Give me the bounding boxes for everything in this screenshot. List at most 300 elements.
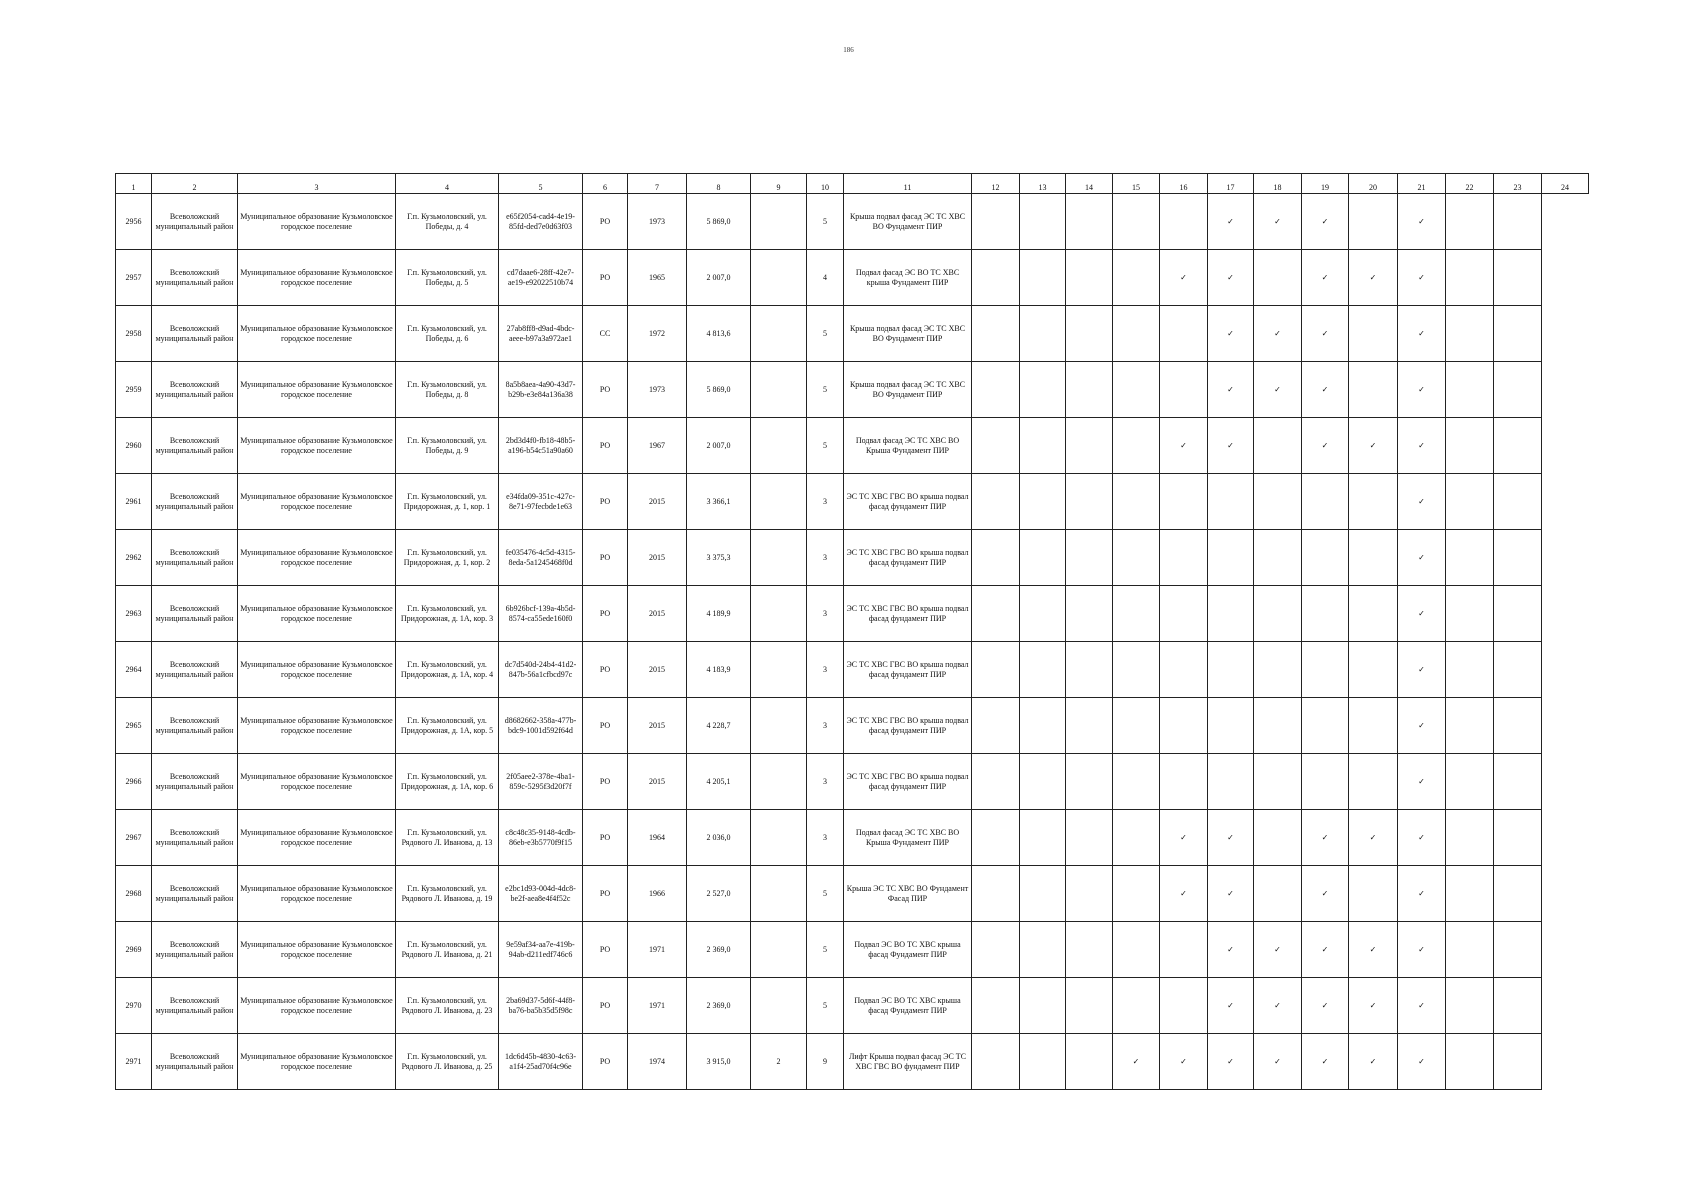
- district-cell: Всеволожский муниципальный район: [152, 418, 238, 474]
- address-cell: Г.п. Кузьмоловский, ул. Рядового Л. Иванова, д. 21: [396, 922, 499, 978]
- check-mark-cell: [1113, 306, 1160, 362]
- check-mark-cell: [972, 586, 1020, 642]
- build-year-cell: 2015: [628, 754, 687, 810]
- build-year-cell: 2015: [628, 530, 687, 586]
- fias-code-cell: dc7d540d-24b4-41d2-847b-56a1cfbcd97c: [499, 642, 583, 698]
- column-9-cell: [751, 194, 807, 250]
- check-mark-cell: [1446, 306, 1494, 362]
- check-mark-cell: [1494, 250, 1542, 306]
- check-mark-cell: [1066, 698, 1113, 754]
- table-row: [116, 250, 1589, 306]
- municipality-cell: Муниципальное образование Кузьмоловское городское поселение: [238, 250, 396, 306]
- district-cell: Всеволожский муниципальный район: [152, 698, 238, 754]
- build-year-cell: 2015: [628, 586, 687, 642]
- column-number-header: 9: [751, 174, 807, 194]
- check-mark-cell: [1066, 586, 1113, 642]
- check-mark-cell: ✓: [1398, 362, 1446, 418]
- check-mark-cell: [972, 978, 1020, 1034]
- build-year-cell: 2015: [628, 474, 687, 530]
- ownership-type-cell: РО: [583, 418, 628, 474]
- works-list-cell: Крыша подвал фасад ЭС ТС ХВС ВО Фундамент ПИР: [844, 306, 972, 362]
- check-mark-cell: [1113, 810, 1160, 866]
- area-cell: 2 527,0: [687, 866, 751, 922]
- column-9-cell: [751, 754, 807, 810]
- check-mark-cell: [1446, 866, 1494, 922]
- works-list-cell: ЭС ТС ХВС ГВС ВО крыша подвал фасад фундамент ПИР: [844, 754, 972, 810]
- floors-cell: 3: [807, 810, 844, 866]
- ownership-type-cell: РО: [583, 754, 628, 810]
- check-mark-cell: ✓: [1349, 978, 1398, 1034]
- column-9-cell: [751, 642, 807, 698]
- area-cell: 2 007,0: [687, 250, 751, 306]
- column-9-cell: [751, 978, 807, 1034]
- check-mark-cell: [1020, 642, 1066, 698]
- check-mark-cell: [972, 250, 1020, 306]
- check-mark-cell: ✓: [1208, 978, 1254, 1034]
- check-mark-cell: [1254, 810, 1302, 866]
- check-mark-cell: [1160, 698, 1208, 754]
- area-cell: 4 205,1: [687, 754, 751, 810]
- build-year-cell: 1974: [628, 1034, 687, 1090]
- check-mark-cell: [1254, 642, 1302, 698]
- column-number-row: [116, 174, 1589, 194]
- check-mark-cell: ✓: [1398, 978, 1446, 1034]
- ownership-type-cell: РО: [583, 474, 628, 530]
- check-mark-cell: [1349, 586, 1398, 642]
- municipality-cell: Муниципальное образование Кузьмоловское городское поселение: [238, 754, 396, 810]
- check-mark-cell: [1494, 866, 1542, 922]
- check-mark-cell: [1494, 922, 1542, 978]
- check-mark-cell: [972, 754, 1020, 810]
- check-mark-cell: [1020, 698, 1066, 754]
- check-mark-cell: ✓: [1254, 306, 1302, 362]
- check-mark-cell: ✓: [1160, 1034, 1208, 1090]
- column-9-cell: [751, 922, 807, 978]
- check-mark-cell: [1113, 754, 1160, 810]
- build-year-cell: 1965: [628, 250, 687, 306]
- check-mark-cell: ✓: [1398, 810, 1446, 866]
- check-mark-cell: ✓: [1398, 586, 1446, 642]
- municipality-cell: Муниципальное образование Кузьмоловское городское поселение: [238, 362, 396, 418]
- municipality-cell: Муниципальное образование Кузьмоловское городское поселение: [238, 866, 396, 922]
- check-mark-cell: ✓: [1349, 810, 1398, 866]
- check-mark-cell: [1160, 922, 1208, 978]
- works-list-cell: ЭС ТС ХВС ГВС ВО крыша подвал фасад фундамент ПИР: [844, 642, 972, 698]
- check-mark-cell: [1020, 586, 1066, 642]
- check-mark-cell: [1494, 418, 1542, 474]
- build-year-cell: 1973: [628, 362, 687, 418]
- fias-code-cell: c8c48c35-9148-4cdb-86eb-e3b5770f9f15: [499, 810, 583, 866]
- check-mark-cell: ✓: [1113, 1034, 1160, 1090]
- check-mark-cell: [1254, 754, 1302, 810]
- row-number: 2966: [116, 754, 152, 810]
- floors-cell: 3: [807, 474, 844, 530]
- works-list-cell: ЭС ТС ХВС ГВС ВО крыша подвал фасад фундамент ПИР: [844, 586, 972, 642]
- check-mark-cell: [972, 194, 1020, 250]
- check-mark-cell: ✓: [1398, 250, 1446, 306]
- ownership-type-cell: РО: [583, 810, 628, 866]
- works-list-cell: Лифт Крыша подвал фасад ЭС ТС ХВС ГВС ВО фундамент ПИР: [844, 1034, 972, 1090]
- check-mark-cell: [1494, 194, 1542, 250]
- table-row: [116, 194, 1589, 250]
- column-9-cell: [751, 586, 807, 642]
- table-row: [116, 418, 1589, 474]
- check-mark-cell: [1066, 754, 1113, 810]
- check-mark-cell: [1066, 362, 1113, 418]
- fias-code-cell: 2f05aee2-378e-4ba1-859c-5295f3d20f7f: [499, 754, 583, 810]
- check-mark-cell: [1160, 306, 1208, 362]
- municipality-cell: Муниципальное образование Кузьмоловское городское поселение: [238, 194, 396, 250]
- check-mark-cell: [1349, 306, 1398, 362]
- column-number-header: 4: [396, 174, 499, 194]
- row-number: 2969: [116, 922, 152, 978]
- works-list-cell: Крыша подвал фасад ЭС ТС ХВС ВО Фундамент ПИР: [844, 362, 972, 418]
- municipality-cell: Муниципальное образование Кузьмоловское городское поселение: [238, 1034, 396, 1090]
- column-number-header: 13: [1020, 174, 1066, 194]
- works-list-cell: Подвал ЭС ВО ТС ХВС крыша фасад Фундамент ПИР: [844, 978, 972, 1034]
- municipality-cell: Муниципальное образование Кузьмоловское городское поселение: [238, 642, 396, 698]
- check-mark-cell: [1446, 530, 1494, 586]
- works-list-cell: Подвал ЭС ВО ТС ХВС крыша фасад Фундамент ПИР: [844, 922, 972, 978]
- check-mark-cell: [1302, 698, 1349, 754]
- check-mark-cell: [1066, 418, 1113, 474]
- check-mark-cell: ✓: [1349, 1034, 1398, 1090]
- ownership-type-cell: РО: [583, 194, 628, 250]
- floors-cell: 5: [807, 362, 844, 418]
- check-mark-cell: [972, 1034, 1020, 1090]
- check-mark-cell: [972, 642, 1020, 698]
- ownership-type-cell: РО: [583, 250, 628, 306]
- municipality-cell: Муниципальное образование Кузьмоловское городское поселение: [238, 418, 396, 474]
- housing-register-table: [115, 173, 1589, 1090]
- check-mark-cell: [972, 306, 1020, 362]
- check-mark-cell: ✓: [1302, 194, 1349, 250]
- build-year-cell: 1966: [628, 866, 687, 922]
- ownership-type-cell: РО: [583, 1034, 628, 1090]
- build-year-cell: 1967: [628, 418, 687, 474]
- column-9-cell: [751, 866, 807, 922]
- check-mark-cell: ✓: [1302, 306, 1349, 362]
- check-mark-cell: [1113, 978, 1160, 1034]
- row-number: 2960: [116, 418, 152, 474]
- table-row: [116, 1034, 1589, 1090]
- municipality-cell: Муниципальное образование Кузьмоловское городское поселение: [238, 474, 396, 530]
- row-number: 2965: [116, 698, 152, 754]
- works-list-cell: Крыша подвал фасад ЭС ТС ХВС ВО Фундамент ПИР: [844, 194, 972, 250]
- area-cell: 4 813,6: [687, 306, 751, 362]
- build-year-cell: 2015: [628, 642, 687, 698]
- check-mark-cell: [1066, 530, 1113, 586]
- works-list-cell: ЭС ТС ХВС ГВС ВО крыша подвал фасад фундамент ПИР: [844, 530, 972, 586]
- check-mark-cell: [1446, 362, 1494, 418]
- fias-code-cell: fe035476-4c5d-4315-8eda-5a1245468f0d: [499, 530, 583, 586]
- check-mark-cell: [1494, 474, 1542, 530]
- check-mark-cell: [1208, 754, 1254, 810]
- check-mark-cell: [1113, 642, 1160, 698]
- column-number-header: 5: [499, 174, 583, 194]
- check-mark-cell: ✓: [1349, 250, 1398, 306]
- works-list-cell: Подвал фасад ЭС ТС ХВС ВО Крыша Фундамент ПИР: [844, 418, 972, 474]
- column-number-header: 12: [972, 174, 1020, 194]
- check-mark-cell: ✓: [1208, 306, 1254, 362]
- check-mark-cell: ✓: [1398, 474, 1446, 530]
- check-mark-cell: ✓: [1302, 1034, 1349, 1090]
- page-number: 186: [843, 46, 854, 54]
- address-cell: Г.п. Кузьмоловский, ул. Придорожная, д. 1А, кор. 5: [396, 698, 499, 754]
- check-mark-cell: [1446, 418, 1494, 474]
- check-mark-cell: [1113, 698, 1160, 754]
- row-number: 2961: [116, 474, 152, 530]
- floors-cell: 3: [807, 698, 844, 754]
- fias-code-cell: cd7daae6-28ff-42e7-ae19-e92022510b74: [499, 250, 583, 306]
- floors-cell: 5: [807, 978, 844, 1034]
- check-mark-cell: [972, 810, 1020, 866]
- ownership-type-cell: РО: [583, 698, 628, 754]
- address-cell: Г.п. Кузьмоловский, ул. Победы, д. 5: [396, 250, 499, 306]
- district-cell: Всеволожский муниципальный район: [152, 978, 238, 1034]
- column-number-header: 11: [844, 174, 972, 194]
- ownership-type-cell: РО: [583, 362, 628, 418]
- address-cell: Г.п. Кузьмоловский, ул. Рядового Л. Иванова, д. 25: [396, 1034, 499, 1090]
- check-mark-cell: [1349, 866, 1398, 922]
- check-mark-cell: ✓: [1302, 250, 1349, 306]
- column-number-header: 19: [1302, 174, 1349, 194]
- check-mark-cell: [1020, 250, 1066, 306]
- check-mark-cell: [1066, 250, 1113, 306]
- address-cell: Г.п. Кузьмоловский, ул. Победы, д. 8: [396, 362, 499, 418]
- table-row: [116, 810, 1589, 866]
- check-mark-cell: [1208, 642, 1254, 698]
- floors-cell: 3: [807, 586, 844, 642]
- check-mark-cell: [1066, 866, 1113, 922]
- row-number: 2971: [116, 1034, 152, 1090]
- check-mark-cell: [1446, 1034, 1494, 1090]
- district-cell: Всеволожский муниципальный район: [152, 642, 238, 698]
- fias-code-cell: e2bc1d93-004d-4dc8-be2f-aea8e4f4f52c: [499, 866, 583, 922]
- column-number-header: 1: [116, 174, 152, 194]
- address-cell: Г.п. Кузьмоловский, ул. Придорожная, д. 1А, кор. 3: [396, 586, 499, 642]
- table-row: [116, 362, 1589, 418]
- column-number-header: 7: [628, 174, 687, 194]
- check-mark-cell: [1113, 866, 1160, 922]
- works-list-cell: ЭС ТС ХВС ГВС ВО крыша подвал фасад фундамент ПИР: [844, 698, 972, 754]
- check-mark-cell: [1113, 418, 1160, 474]
- check-mark-cell: [1020, 978, 1066, 1034]
- check-mark-cell: ✓: [1302, 362, 1349, 418]
- ownership-type-cell: СС: [583, 306, 628, 362]
- check-mark-cell: [1020, 866, 1066, 922]
- check-mark-cell: [1302, 474, 1349, 530]
- municipality-cell: Муниципальное образование Кузьмоловское городское поселение: [238, 698, 396, 754]
- check-mark-cell: ✓: [1254, 362, 1302, 418]
- ownership-type-cell: РО: [583, 530, 628, 586]
- check-mark-cell: [1494, 1034, 1542, 1090]
- check-mark-cell: [1113, 474, 1160, 530]
- check-mark-cell: ✓: [1398, 642, 1446, 698]
- row-number: 2959: [116, 362, 152, 418]
- check-mark-cell: ✓: [1160, 810, 1208, 866]
- check-mark-cell: [1446, 642, 1494, 698]
- column-number-header: 6: [583, 174, 628, 194]
- check-mark-cell: ✓: [1302, 922, 1349, 978]
- works-list-cell: Крыша ЭС ТС ХВС ВО Фундамент Фасад ПИР: [844, 866, 972, 922]
- check-mark-cell: [1066, 978, 1113, 1034]
- row-number: 2967: [116, 810, 152, 866]
- build-year-cell: 1971: [628, 978, 687, 1034]
- check-mark-cell: ✓: [1254, 922, 1302, 978]
- area-cell: 2 369,0: [687, 978, 751, 1034]
- check-mark-cell: [1113, 194, 1160, 250]
- column-number-header: 24: [1542, 174, 1589, 194]
- build-year-cell: 1964: [628, 810, 687, 866]
- check-mark-cell: [1446, 698, 1494, 754]
- check-mark-cell: [1020, 194, 1066, 250]
- area-cell: 2 369,0: [687, 922, 751, 978]
- check-mark-cell: [1446, 978, 1494, 1034]
- area-cell: 5 869,0: [687, 362, 751, 418]
- district-cell: Всеволожский муниципальный район: [152, 306, 238, 362]
- area-cell: 4 189,9: [687, 586, 751, 642]
- check-mark-cell: ✓: [1208, 866, 1254, 922]
- check-mark-cell: [1160, 530, 1208, 586]
- check-mark-cell: [1349, 530, 1398, 586]
- check-mark-cell: ✓: [1302, 418, 1349, 474]
- column-9-cell: [751, 530, 807, 586]
- column-number-header: 16: [1160, 174, 1208, 194]
- check-mark-cell: [972, 474, 1020, 530]
- column-number-header: 10: [807, 174, 844, 194]
- floors-cell: 5: [807, 418, 844, 474]
- row-number: 2968: [116, 866, 152, 922]
- check-mark-cell: ✓: [1254, 1034, 1302, 1090]
- municipality-cell: Муниципальное образование Кузьмоловское городское поселение: [238, 810, 396, 866]
- fias-code-cell: 8a5b8aea-4a90-43d7-b29b-e3e84a136a38: [499, 362, 583, 418]
- check-mark-cell: ✓: [1398, 1034, 1446, 1090]
- address-cell: Г.п. Кузьмоловский, ул. Придорожная, д. 1, кор. 2: [396, 530, 499, 586]
- ownership-type-cell: РО: [583, 642, 628, 698]
- address-cell: Г.п. Кузьмоловский, ул. Рядового Л. Иванова, д. 13: [396, 810, 499, 866]
- check-mark-cell: [1494, 754, 1542, 810]
- district-cell: Всеволожский муниципальный район: [152, 922, 238, 978]
- check-mark-cell: ✓: [1302, 810, 1349, 866]
- row-number: 2970: [116, 978, 152, 1034]
- check-mark-cell: ✓: [1398, 194, 1446, 250]
- check-mark-cell: [1160, 362, 1208, 418]
- ownership-type-cell: РО: [583, 586, 628, 642]
- check-mark-cell: [1494, 586, 1542, 642]
- check-mark-cell: [1160, 754, 1208, 810]
- address-cell: Г.п. Кузьмоловский, ул. Придорожная, д. 1, кор. 1: [396, 474, 499, 530]
- row-number: 2963: [116, 586, 152, 642]
- build-year-cell: 1972: [628, 306, 687, 362]
- check-mark-cell: [1208, 530, 1254, 586]
- floors-cell: 5: [807, 194, 844, 250]
- check-mark-cell: [1113, 586, 1160, 642]
- check-mark-cell: [1113, 362, 1160, 418]
- check-mark-cell: [1254, 250, 1302, 306]
- column-9-cell: [751, 474, 807, 530]
- check-mark-cell: ✓: [1398, 866, 1446, 922]
- ownership-type-cell: РО: [583, 866, 628, 922]
- check-mark-cell: [1160, 194, 1208, 250]
- column-9-cell: [751, 250, 807, 306]
- fias-code-cell: 9e59af34-aa7e-419b-94ab-d211edf746c6: [499, 922, 583, 978]
- check-mark-cell: [1020, 810, 1066, 866]
- address-cell: Г.п. Кузьмоловский, ул. Придорожная, д. 1А, кор. 4: [396, 642, 499, 698]
- address-cell: Г.п. Кузьмоловский, ул. Придорожная, д. 1А, кор. 6: [396, 754, 499, 810]
- column-number-header: 20: [1349, 174, 1398, 194]
- fias-code-cell: 2ba69d37-5d6f-44f8-ba76-ba5b35d5f98c: [499, 978, 583, 1034]
- fias-code-cell: 2bd3d4f0-fb18-48b5-a196-b54c51a90a60: [499, 418, 583, 474]
- check-mark-cell: [1494, 530, 1542, 586]
- check-mark-cell: [1066, 810, 1113, 866]
- area-cell: 2 007,0: [687, 418, 751, 474]
- column-number-header: 17: [1208, 174, 1254, 194]
- check-mark-cell: [1254, 530, 1302, 586]
- check-mark-cell: [1066, 642, 1113, 698]
- check-mark-cell: [1020, 418, 1066, 474]
- check-mark-cell: [1066, 922, 1113, 978]
- check-mark-cell: [1494, 642, 1542, 698]
- check-mark-cell: ✓: [1398, 922, 1446, 978]
- check-mark-cell: [1254, 586, 1302, 642]
- check-mark-cell: [972, 866, 1020, 922]
- check-mark-cell: [1446, 586, 1494, 642]
- district-cell: Всеволожский муниципальный район: [152, 194, 238, 250]
- row-number: 2958: [116, 306, 152, 362]
- check-mark-cell: [972, 530, 1020, 586]
- check-mark-cell: ✓: [1349, 922, 1398, 978]
- check-mark-cell: [1254, 866, 1302, 922]
- area-cell: 3 375,3: [687, 530, 751, 586]
- check-mark-cell: [1494, 698, 1542, 754]
- column-9-cell: [751, 810, 807, 866]
- check-mark-cell: [1160, 586, 1208, 642]
- table-row: [116, 474, 1589, 530]
- check-mark-cell: [1349, 698, 1398, 754]
- check-mark-cell: ✓: [1208, 418, 1254, 474]
- check-mark-cell: [1066, 1034, 1113, 1090]
- area-cell: 2 036,0: [687, 810, 751, 866]
- column-number-header: 2: [152, 174, 238, 194]
- check-mark-cell: [1208, 474, 1254, 530]
- check-mark-cell: [1349, 362, 1398, 418]
- address-cell: Г.п. Кузьмоловский, ул. Победы, д. 9: [396, 418, 499, 474]
- column-9-cell: [751, 306, 807, 362]
- check-mark-cell: ✓: [1302, 866, 1349, 922]
- column-number-header: 23: [1494, 174, 1542, 194]
- check-mark-cell: ✓: [1208, 1034, 1254, 1090]
- column-number-header: 15: [1113, 174, 1160, 194]
- check-mark-cell: [1349, 474, 1398, 530]
- floors-cell: 4: [807, 250, 844, 306]
- district-cell: Всеволожский муниципальный район: [152, 810, 238, 866]
- check-mark-cell: ✓: [1160, 250, 1208, 306]
- check-mark-cell: [1020, 306, 1066, 362]
- district-cell: Всеволожский муниципальный район: [152, 250, 238, 306]
- column-number-header: 8: [687, 174, 751, 194]
- works-list-cell: Подвал фасад ЭС ТС ХВС ВО Крыша Фундамент ПИР: [844, 810, 972, 866]
- district-cell: Всеволожский муниципальный район: [152, 362, 238, 418]
- address-cell: Г.п. Кузьмоловский, ул. Рядового Л. Иванова, д. 19: [396, 866, 499, 922]
- check-mark-cell: [1349, 754, 1398, 810]
- check-mark-cell: [1302, 642, 1349, 698]
- column-9-cell: [751, 362, 807, 418]
- table-row: [116, 978, 1589, 1034]
- check-mark-cell: [1349, 642, 1398, 698]
- floors-cell: 3: [807, 642, 844, 698]
- fias-code-cell: e65f2054-cad4-4e19-85fd-ded7e0d63f03: [499, 194, 583, 250]
